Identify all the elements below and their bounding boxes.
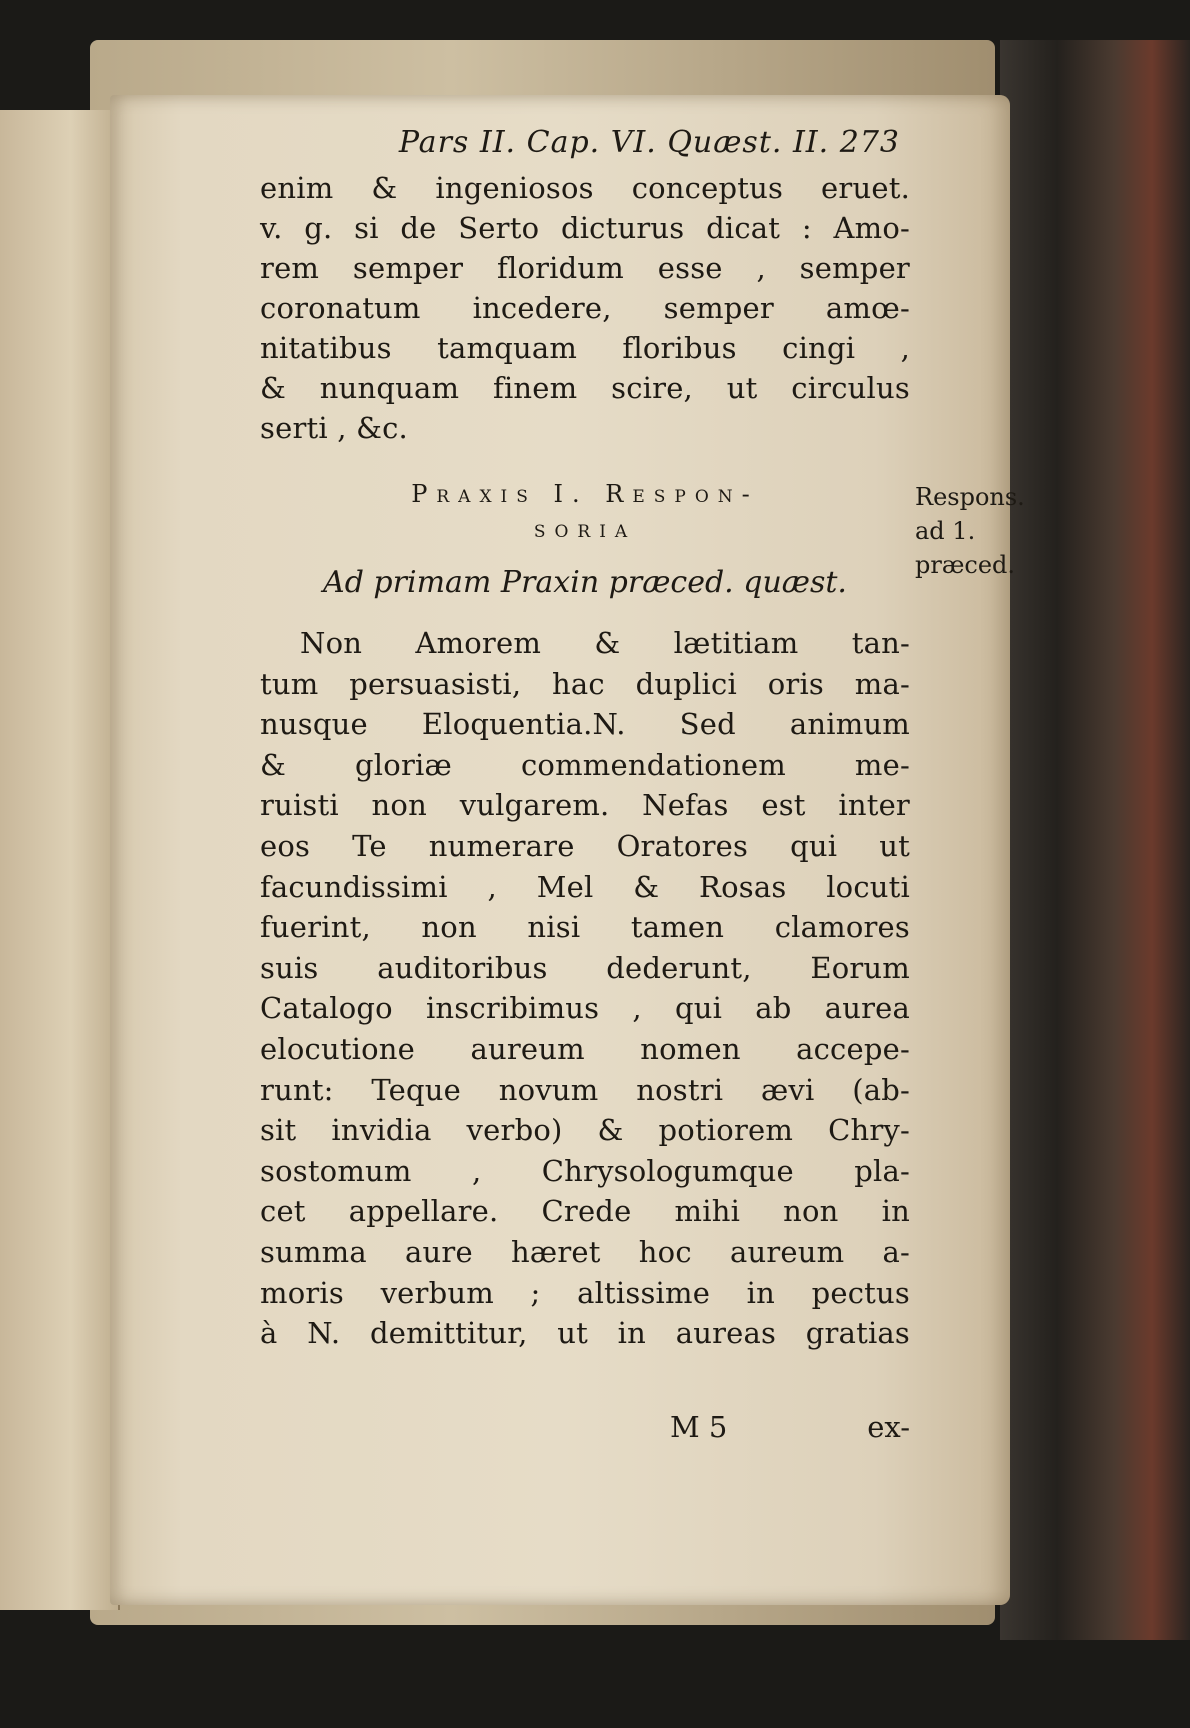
text-line: nitatibus tamquam floribus cingi , <box>260 331 910 365</box>
section-heading-line2: soria <box>533 515 637 543</box>
text-line: suis auditoribus dederunt, Eorum <box>260 950 910 985</box>
section-heading-line1: Praxis I. Respon- <box>411 480 759 508</box>
text-line: sostomum , Chrysologumque pla- <box>260 1153 910 1188</box>
text-line: moris verbum ; altissime in pectus <box>260 1275 910 1310</box>
text-line: rem semper floridum esse , semper <box>260 251 910 285</box>
text-line: tum persuasisti, hac duplici oris ma- <box>260 666 910 701</box>
book-cover-edge <box>1000 40 1190 1640</box>
text-line: & nunquam finem scire, ut circulus <box>260 371 910 405</box>
text-line: runt: Teque novum nostri ævi (ab- <box>260 1072 910 1107</box>
catchword: ex- <box>867 1410 910 1444</box>
text-line: enim & ingeniosos conceptus eruet. <box>260 171 910 205</box>
text-line: cet appellare. Crede mihi non in <box>260 1194 910 1229</box>
marginal-note <box>915 480 1035 582</box>
text-line: sit invidia verbo) & potiorem Chry- <box>260 1113 910 1148</box>
text-line: Catalogo inscribimus , qui ab aurea <box>260 991 910 1026</box>
text-line: coronatum incedere, semper amœ- <box>260 291 910 325</box>
text-line: serti , &c. <box>260 411 408 445</box>
text-line: facundissimi , Mel & Rosas locuti <box>260 869 910 904</box>
marginal-note-line: ad 1. <box>915 517 976 545</box>
text-line: nusque Eloquentia.N. Sed animum <box>260 707 910 742</box>
text-line: ruisti non vulgarem. Nefas est inter <box>260 788 910 823</box>
text-line: summa aure hæret hoc aureum a- <box>260 1235 910 1269</box>
text-line: à N. demittitur, ut in aureas gratias <box>260 1316 910 1351</box>
text-line: elocutione aureum nomen accepe- <box>260 1032 910 1066</box>
marginal-note-line: præced. <box>915 551 1016 579</box>
text-line: eos Te numerare Oratores qui ut <box>260 829 910 863</box>
text-line: v. g. si de Serto dicturus dicat : Amo- <box>260 211 910 245</box>
left-page-edge <box>0 110 120 1610</box>
text-line: & gloriæ commendationem me- <box>260 747 910 782</box>
text-line: Non Amorem & lætitiam tan- <box>300 626 910 660</box>
signature-mark: M 5 <box>670 1410 728 1444</box>
marginal-note-line: Respons. <box>915 483 1025 511</box>
running-header: Pars II. Cap. VI. Quæst. II. 273 <box>398 125 900 160</box>
text-line: fuerint, non nisi tamen clamores <box>260 910 910 945</box>
book-page <box>110 95 1025 1605</box>
subheading: Ad primam Praxin præced. quæst. <box>323 565 847 600</box>
